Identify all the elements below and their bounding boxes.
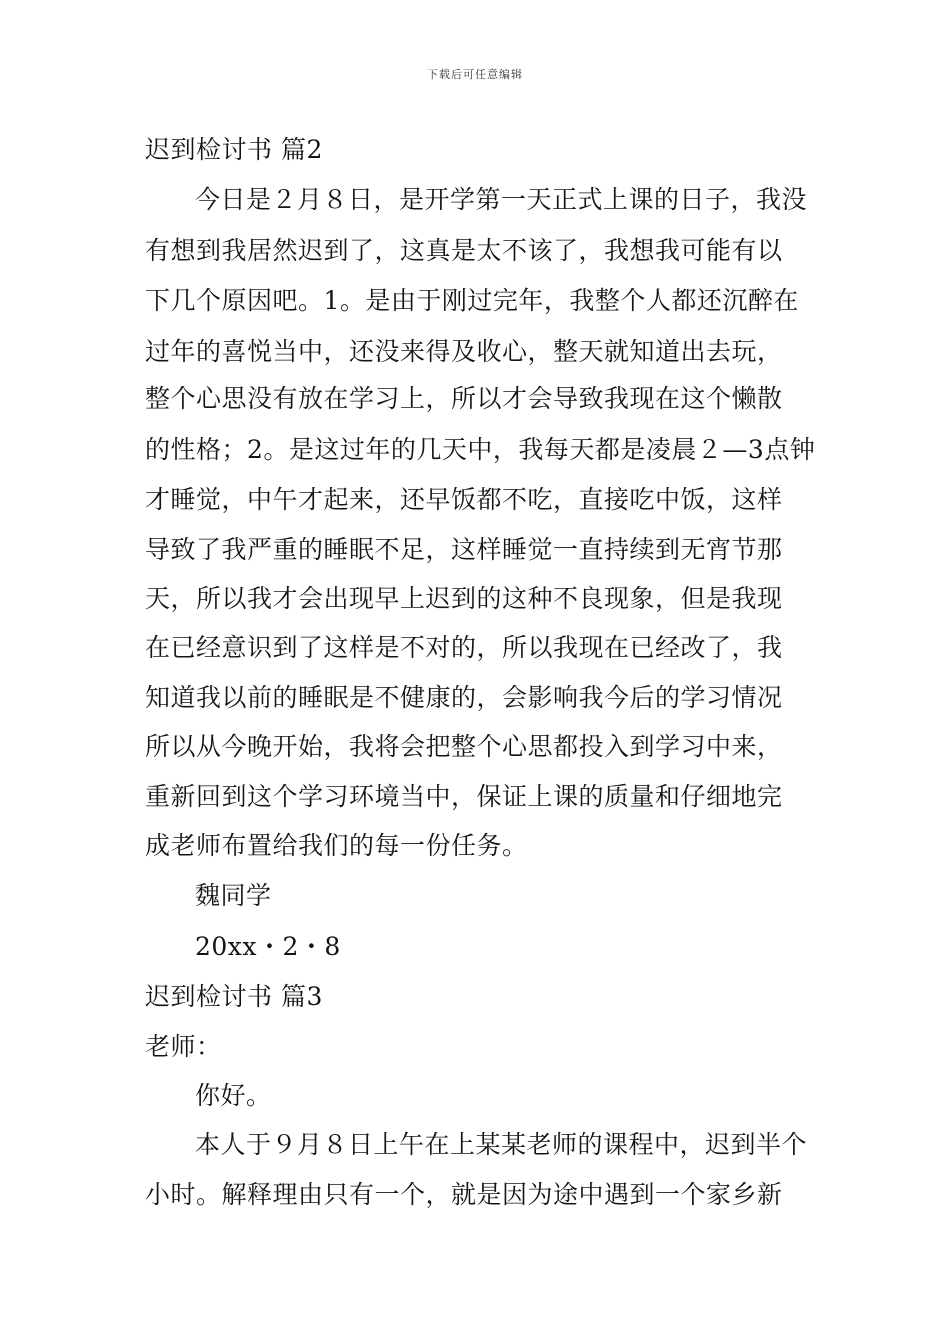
body-line: 有想到我居然迟到了，这真是太不该了，我想我可能有以 [145,236,783,265]
body-line: 导致了我严重的睡眠不足，这样睡觉一直持续到无宵节那 [145,535,783,564]
salutation: 老师： [145,1032,222,1061]
body-line: 过年的喜悦当中，还没来得及收心，整天就知道出去玩， [145,337,783,366]
body-line: 重新回到这个学习环境当中，保证上课的质量和仔细地完 [145,782,783,811]
body-line: 天，所以我才会出现早上迟到的这种不良现象，但是我现 [145,584,783,613]
body-line: 小时。解释理由只有一个，就是因为途中遇到一个家乡新 [145,1180,783,1209]
body-line: 成老师布置给我们的每一份任务。 [145,831,528,860]
greeting: 你好。 [195,1081,272,1110]
section-2-title: 迟到检讨书 篇2 [145,135,323,164]
signature: 魏同学 [195,881,272,910]
body-line: 的性格；2。是这过年的几天中，我每天都是凌晨２—3点钟 [145,435,816,464]
body-line: 知道我以前的睡眠是不健康的，会影响我今后的学习情况 [145,683,783,712]
body-line: 今日是２月８日，是开学第一天正式上课的日子，我没 [195,185,808,214]
body-line: 整个心思没有放在学习上，所以才会导致我现在这个懒散 [145,384,783,413]
date: 20xx・2・8 [195,932,341,961]
body-line: 所以从今晚开始，我将会把整个心思都投入到学习中来， [145,732,783,761]
body-line: 在已经意识到了这样是不对的，所以我现在已经改了，我 [145,633,783,662]
section-3-title: 迟到检讨书 篇3 [145,982,323,1011]
header-note: 下载后可任意编辑 [427,68,523,81]
body-line: 本人于９月８日上午在上某某老师的课程中，迟到半个 [195,1130,808,1159]
body-line: 才睡觉，中午才起来，还早饭都不吃，直接吃中饭，这样 [145,485,783,514]
body-line: 下几个原因吧。1。是由于刚过完年，我整个人都还沉醉在 [145,286,799,315]
